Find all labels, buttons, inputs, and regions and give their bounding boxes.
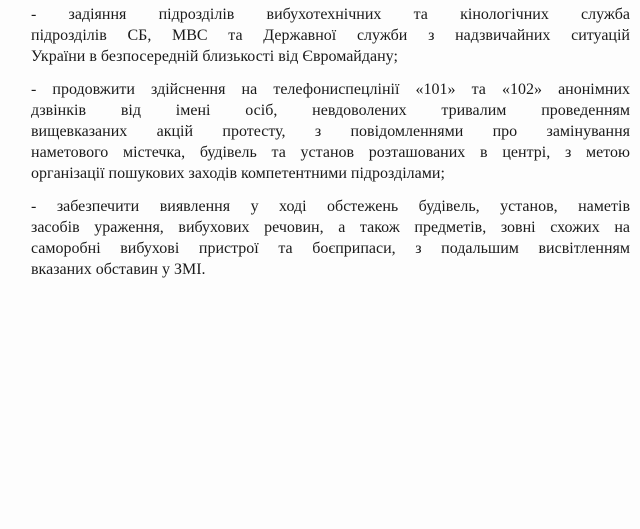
text-line: - забезпечити виявлення у ході обстежень будівель, установ, наметів: [31, 198, 630, 215]
text-line: України в безпосередній близькості від Євромайдану;: [31, 48, 398, 65]
paragraph-anonymous-calls: [31, 79, 630, 184]
text-line: засобів ураження, вибухових речовин, а також предметів, зовні схожих на: [31, 219, 630, 236]
paragraph-detection-and-media: [31, 196, 630, 280]
document-body: [31, 4, 630, 292]
text-line: дзвінків від імені осіб, невдоволених тривалим проведенням: [31, 102, 630, 119]
text-line: - задіяння підрозділів вибухотехнічних та кінологічних служба: [31, 6, 630, 23]
text-line: вищевказаних акцій протесту, з повідомленнями про замінування: [31, 123, 630, 140]
text-line: вказаних обставин у ЗМІ.: [31, 261, 206, 278]
text-line: організації пошукових заходів компетентними підрозділами;: [31, 165, 445, 182]
text-line: - продовжити здійснення на телефониспецлінії «101» та «102» анонімних: [31, 81, 630, 98]
text-line: саморобні вибухові пристрої та боєприпаси, з подальшим висвітленням: [31, 240, 630, 257]
text-line: наметового містечка, будівель та установ розташованих в центрі, з метою: [31, 144, 630, 161]
text-line: підрозділів СБ, МВС та Державної служби з надзвичайних ситуацій: [31, 27, 630, 44]
paragraph-engagement-of-units: [31, 4, 630, 67]
